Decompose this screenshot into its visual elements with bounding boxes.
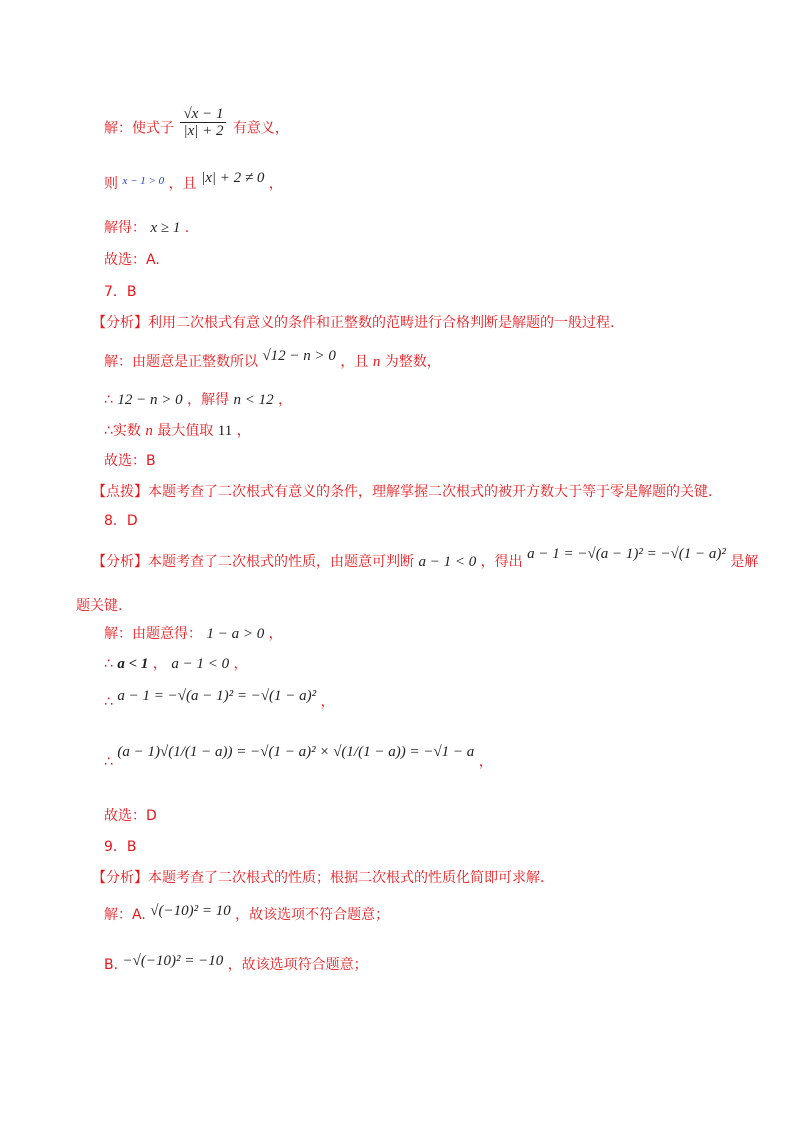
- line-max-value: [104, 421, 251, 441]
- math-equation: √(−10)² = 10: [150, 903, 231, 919]
- line-therefore: [104, 654, 248, 674]
- math-equation: a − 1 = −√(a − 1)² = −√(1 − a)²: [527, 546, 726, 562]
- text: ，且: [168, 176, 197, 192]
- line-therefore: [104, 744, 493, 772]
- math-variable: n: [372, 354, 381, 370]
- line-solve-result: [104, 218, 189, 238]
- text: 则: [104, 176, 118, 192]
- text: 最大值取: [157, 423, 214, 439]
- text: ，故该选项不符合题意；: [235, 907, 390, 923]
- text: 解：A.: [104, 907, 146, 923]
- fraction-numerator: √x − 1: [180, 106, 226, 123]
- math-inequality: 12 − n > 0: [117, 392, 183, 408]
- text: 是解: [730, 554, 759, 570]
- math-condition: |x| + 2 ≠ 0: [201, 170, 265, 186]
- answer-choice: 故选：D: [104, 808, 157, 824]
- text: 解：由题意是正整数所以: [104, 354, 258, 370]
- line-option-a: [104, 905, 389, 925]
- text: ，: [278, 392, 293, 408]
- math-equation: (a − 1)√(1/(1 − a)) = −√(1 − a)² × √(1/(1 − a)) = −√1 − a: [117, 744, 475, 760]
- text: ，且: [340, 354, 369, 370]
- solution-suffix: 有意义，: [232, 120, 289, 137]
- text: .: [184, 220, 190, 236]
- analysis-text-q8: [92, 546, 759, 572]
- answer-choice: 故选：B: [104, 453, 156, 469]
- text: ，: [152, 656, 167, 672]
- line-solution-q8: [104, 624, 283, 644]
- text: ∴实数: [104, 423, 141, 439]
- question-number-answer: 7．B: [104, 284, 137, 300]
- text: ，: [236, 423, 251, 439]
- therefore-symbol: ∴: [104, 656, 113, 672]
- text: 解得：: [104, 220, 146, 236]
- line-solution-q7: [104, 348, 441, 372]
- math-inequality: 1 − a > 0: [206, 626, 265, 642]
- fraction-denominator: |x| + 2: [183, 123, 224, 139]
- math-inequality: a − 1 < 0: [418, 554, 477, 570]
- question-number-answer: 8．D: [104, 513, 138, 529]
- math-variable: n: [145, 423, 153, 439]
- math-number: 11: [217, 423, 233, 439]
- math-equation: −√(−10)² = −10: [122, 953, 224, 969]
- text: 【分析】本题考查了二次根式的性质，由题意可判断: [92, 554, 414, 570]
- analysis-text: 【分析】利用二次根式有意义的条件和正整数的范畴进行合格判断是解题的一般过程.: [92, 315, 615, 331]
- therefore-symbol: ∴: [104, 694, 113, 710]
- math-inequality: a − 1 < 0: [171, 656, 230, 672]
- math-inequality: a < 1: [117, 656, 149, 672]
- text: 解：由题意得：: [104, 626, 202, 642]
- line-option-b: [104, 955, 368, 975]
- math-inequality: n < 12: [233, 392, 274, 408]
- text: ，: [478, 754, 493, 770]
- math-condition: x − 1 > 0: [122, 175, 165, 187]
- text: ，: [233, 656, 248, 672]
- line-conditions: [104, 170, 283, 195]
- text: ，: [268, 176, 283, 192]
- analysis-continuation: 题关键.: [76, 598, 123, 614]
- text: ，: [268, 626, 283, 642]
- therefore-symbol: ∴: [104, 754, 113, 770]
- question-number-answer: 9．B: [104, 839, 137, 855]
- text: ，故该选项符合题意；: [227, 957, 368, 973]
- math-equation: a − 1 = −√(a − 1)² = −√(1 − a)²: [117, 688, 317, 704]
- text: ，解得: [187, 392, 230, 408]
- line-condition-expression: [104, 106, 289, 145]
- line-therefore: [104, 688, 335, 712]
- therefore-symbol: ∴: [104, 392, 113, 408]
- text: ，得出: [480, 554, 523, 570]
- fraction-expression: [180, 106, 226, 139]
- text: B.: [104, 957, 119, 973]
- answer-choice: 故选：A.: [104, 252, 160, 268]
- text: ，: [320, 694, 335, 710]
- solution-prefix: 解：使式子: [104, 120, 174, 137]
- line-therefore: [104, 390, 292, 410]
- math-expression: √12 − n > 0: [262, 348, 336, 364]
- math-inequality: x ≥ 1: [150, 220, 181, 236]
- text: 为整数，: [384, 354, 441, 370]
- tip-text: 【点拨】本题考查了二次根式有意义的条件，理解掌握二次根式的被开方数大于等于零是解题的关键.: [92, 484, 713, 500]
- analysis-text: 【分析】本题考查了二次根式的性质；根据二次根式的性质化简即可求解.: [92, 870, 545, 886]
